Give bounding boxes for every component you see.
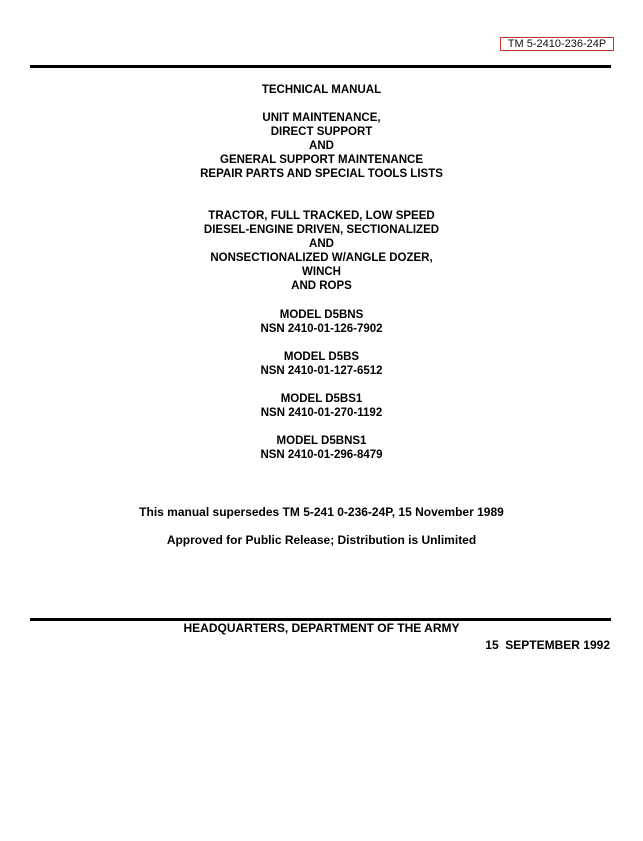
model-nsn: NSN 2410-01-270-1192 — [260, 407, 383, 419]
document-number-box — [500, 37, 614, 51]
manual-heading-block — [0, 83, 643, 97]
title-line: GENERAL SUPPORT MAINTENANCE — [220, 154, 423, 166]
model-entry — [0, 350, 643, 378]
title-block — [0, 111, 643, 181]
equipment-line: TRACTOR, FULL TRACKED, LOW SPEED — [208, 210, 435, 222]
model-nsn: NSN 2410-01-127-6512 — [260, 365, 383, 377]
model-entry — [0, 392, 643, 420]
manual-heading: TECHNICAL MANUAL — [261, 84, 382, 96]
model-name: MODEL D5BNS — [279, 309, 364, 321]
title-line: DIRECT SUPPORT — [270, 126, 373, 138]
model-entry — [0, 434, 643, 462]
model-nsn: NSN 2410-01-126-7902 — [260, 323, 383, 335]
equipment-block — [0, 209, 643, 293]
equipment-line: DIESEL-ENGINE DRIVEN, SECTIONALIZED — [203, 224, 440, 236]
top-rule — [30, 65, 611, 68]
equipment-line: AND — [309, 238, 334, 250]
equipment-line: WINCH — [302, 266, 341, 278]
title-line: REPAIR PARTS AND SPECIAL TOOLS LISTS — [200, 168, 443, 180]
distribution-statement: Approved for Public Release; Distribution is Unlimited — [166, 533, 477, 547]
title-line: UNIT MAINTENANCE, — [262, 112, 381, 124]
title-line: AND — [309, 140, 334, 152]
model-name: MODEL D5BS — [283, 351, 360, 363]
document-number: TM 5-2410-236-24P — [507, 38, 607, 50]
equipment-line: AND ROPS — [291, 280, 352, 292]
model-entry — [0, 308, 643, 336]
publication-date: 15 SEPTEMBER 1992 — [485, 638, 610, 652]
supersedes-notice: This manual supersedes TM 5-241 0-236-24P, 15 November 1989 — [139, 505, 504, 519]
model-nsn: NSN 2410-01-296-8479 — [260, 449, 383, 461]
model-name: MODEL D5BNS1 — [276, 435, 367, 447]
equipment-line: NONSECTIONALIZED W/ANGLE DOZER, — [210, 252, 433, 264]
issuing-organization: HEADQUARTERS, DEPARTMENT OF THE ARMY — [183, 621, 460, 635]
model-name: MODEL D5BS1 — [280, 393, 363, 405]
